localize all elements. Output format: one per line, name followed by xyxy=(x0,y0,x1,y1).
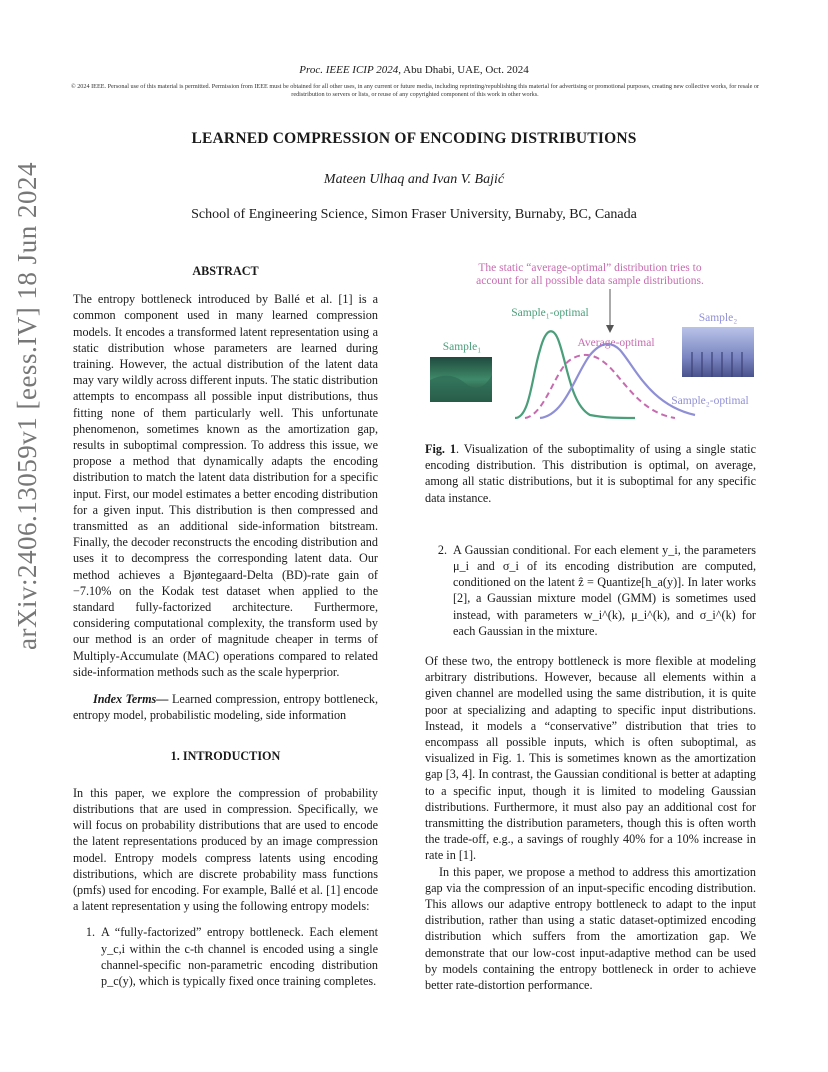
paper-affiliation: School of Engineering Science, Simon Fraser University, Burnaby, BC, Canada xyxy=(191,207,637,222)
figure-1-caption-text: . Visualization of the suboptimality of using a single static encoding distribution. This distribution is optimal, on average, among all static distributions, but it is suboptimal for any specific data instance. xyxy=(425,442,756,505)
figure-1 xyxy=(420,255,770,430)
figure-annotation-line-2: account for all possible data sample distributions. xyxy=(476,275,704,287)
figure-1-caption-label: Fig. 1 xyxy=(425,442,456,456)
paper-title: LEARNED COMPRESSION OF ENCODING DISTRIBUTIONS xyxy=(191,130,637,147)
intro-paragraph-3: In this paper, we propose a method to address this amortization gap via the compression of an input-specific encoding distribution. This allows our adaptive entropy bottleneck to adapt to the input distribution, rather than using a static dataset-optimized encoding distribution which suffers from the amortization gap. We demonstrate that our low-cost input-adaptive method can be used by models containing the entropy bottleneck in order to achieve better rate-distortion performance. xyxy=(425,864,756,993)
label-sample1: Sample₁ xyxy=(442,341,482,353)
abstract-text: The entropy bottleneck introduced by Ballé et al. [1] is a common component used in many learned compression models. It encodes a transformed latent representation using a static distribution whose parameters are learned during training. However, the actual distribution of the latent data may vary wildly across different inputs. The static distribution attempts to encompass all possible input distributions, thus fitting none of them particularly well. This unfortunate phenomenon, sometimes known as the amortization gap, results in suboptimal compression. To address this issue, we propose a method that dynamically adapts the encoding distribution to match the latent data distribution for a specific input. First, our model estimates a better encoding distribution for a given input. This distribution is then compressed and transmitted as an additional side-information bitstream. Finally, the decoder reconstructs the encoding distribution and uses it to decompress the corresponding latent data. Our method achieves a Bjøntegaard-Delta (BD)-rate gain of −7.10% on the Kodak test dataset when applied to the standard fully-factorized architecture. Furthermore, considering computational complexity, the transform used by our method is an order of magnitude cheaper in terms of Multiply-Accumulate (MAC) operations compared to related side-information methods such as the scale hyperprior. xyxy=(73,292,378,679)
list-item-1-text: A “fully-factorized” entropy bottleneck. Each element y_c,i within the c-th channel is encoded using a single channel-specific non-parametric encoding distribution p_c(y), which is typically fixed once training completes. xyxy=(101,925,378,988)
index-terms-label: Index Terms— xyxy=(93,692,169,707)
index-terms-text: Learned compression, entropy bottleneck, entropy model, probabilistic modeling, side information xyxy=(73,692,378,723)
intro-paragraph-1: In this paper, we explore the compression of probability distributions that are used in compression. Specifically, we will focus on probability distributions that are used to encode the latent representations produced by an image compression model. Entropy models compress latents using encoding distributions, which are discrete probability mass functions (pmfs) used for encoding. For example, Ballé et al. [1] encode a latent representation y using the following entropy models: xyxy=(73,785,378,914)
copyright-notice: © 2024 IEEE. Personal use of this material is permitted. Permission from IEEE must be obtained for all other uses, in any current or future media, including reprinting/republishing this material for advertising or promotional purposes, creating new collective works, for resale or redistribution to servers or lists, or reuse of any copyrighted component of this work in other works. xyxy=(70,83,760,98)
label-average-optimal: Average-optimal xyxy=(577,337,655,349)
intro-paragraph-2: Of these two, the entropy bottleneck is more flexible at modeling arbitrary distributions. However, because all elements within a given channel are modelled using the same distribution, it is quite poor at specializing and adapting to specific input distributions. Instead, it models a “conservative” distribution that tries to encompass all possible inputs, which is often suboptimal, as visualized in Fig. 1. This is sometimes known as the amortization gap [3, 4]. In contrast, the Gaussian conditional is better at adapting to a specific input, though it is limited to modeling Gaussian distributions. Furthermore, it must also pay an additional cost for transmitting the distribution parameters, though this is often worth the trade-off, e.g., a savings of roughly 40% for a 10% increase in rate in [1]. xyxy=(425,654,756,863)
venue-details: , Abu Dhabi, UAE, Oct. 2024 xyxy=(398,64,529,76)
annotation-arrowhead xyxy=(606,325,614,333)
index-terms xyxy=(73,691,378,723)
list-item-1-number: 1. xyxy=(85,925,95,940)
sample2-image xyxy=(682,327,754,377)
abstract-heading: ABSTRACT xyxy=(192,264,259,278)
right-column xyxy=(425,441,756,993)
figure-1-caption xyxy=(425,441,756,506)
average-optimal-curve xyxy=(525,355,675,418)
label-sample2: Sample₂ xyxy=(698,312,738,324)
left-column xyxy=(73,263,378,989)
label-sample1-optimal: Sample₁-optimal xyxy=(511,307,589,319)
list-item-2-text: A Gaussian conditional. For each element y_i, the parameters μ_i and σ_i of its encoding distribution are computed, conditioned on the latent ẑ = Quantize[h_a(y)]. In later works [2], a Gaussian mixture model (GMM) is sometimes used instead, with parameters w_i^(k), μ_i^(k), and σ_i^(k) for each Gaussian in the mixture. xyxy=(453,542,756,638)
intro-heading: 1. INTRODUCTION xyxy=(170,749,281,764)
figure-annotation-line-1: The static “average-optimal” distribution tries to xyxy=(478,262,702,274)
paper-authors: Mateen Ulhaq and Ivan V. Bajić xyxy=(323,172,505,187)
venue-name: Proc. IEEE ICIP 2024 xyxy=(299,64,399,76)
list-item-2 xyxy=(425,542,756,639)
venue-header xyxy=(0,64,828,76)
list-item-1 xyxy=(73,924,378,989)
arxiv-stamp: arXiv:2406.13059v1 [eess.IV] 18 Jun 2024 xyxy=(12,162,42,650)
label-sample2-optimal: Sample₂-optimal xyxy=(671,395,749,407)
list-item-2-number: 2. xyxy=(437,542,447,557)
